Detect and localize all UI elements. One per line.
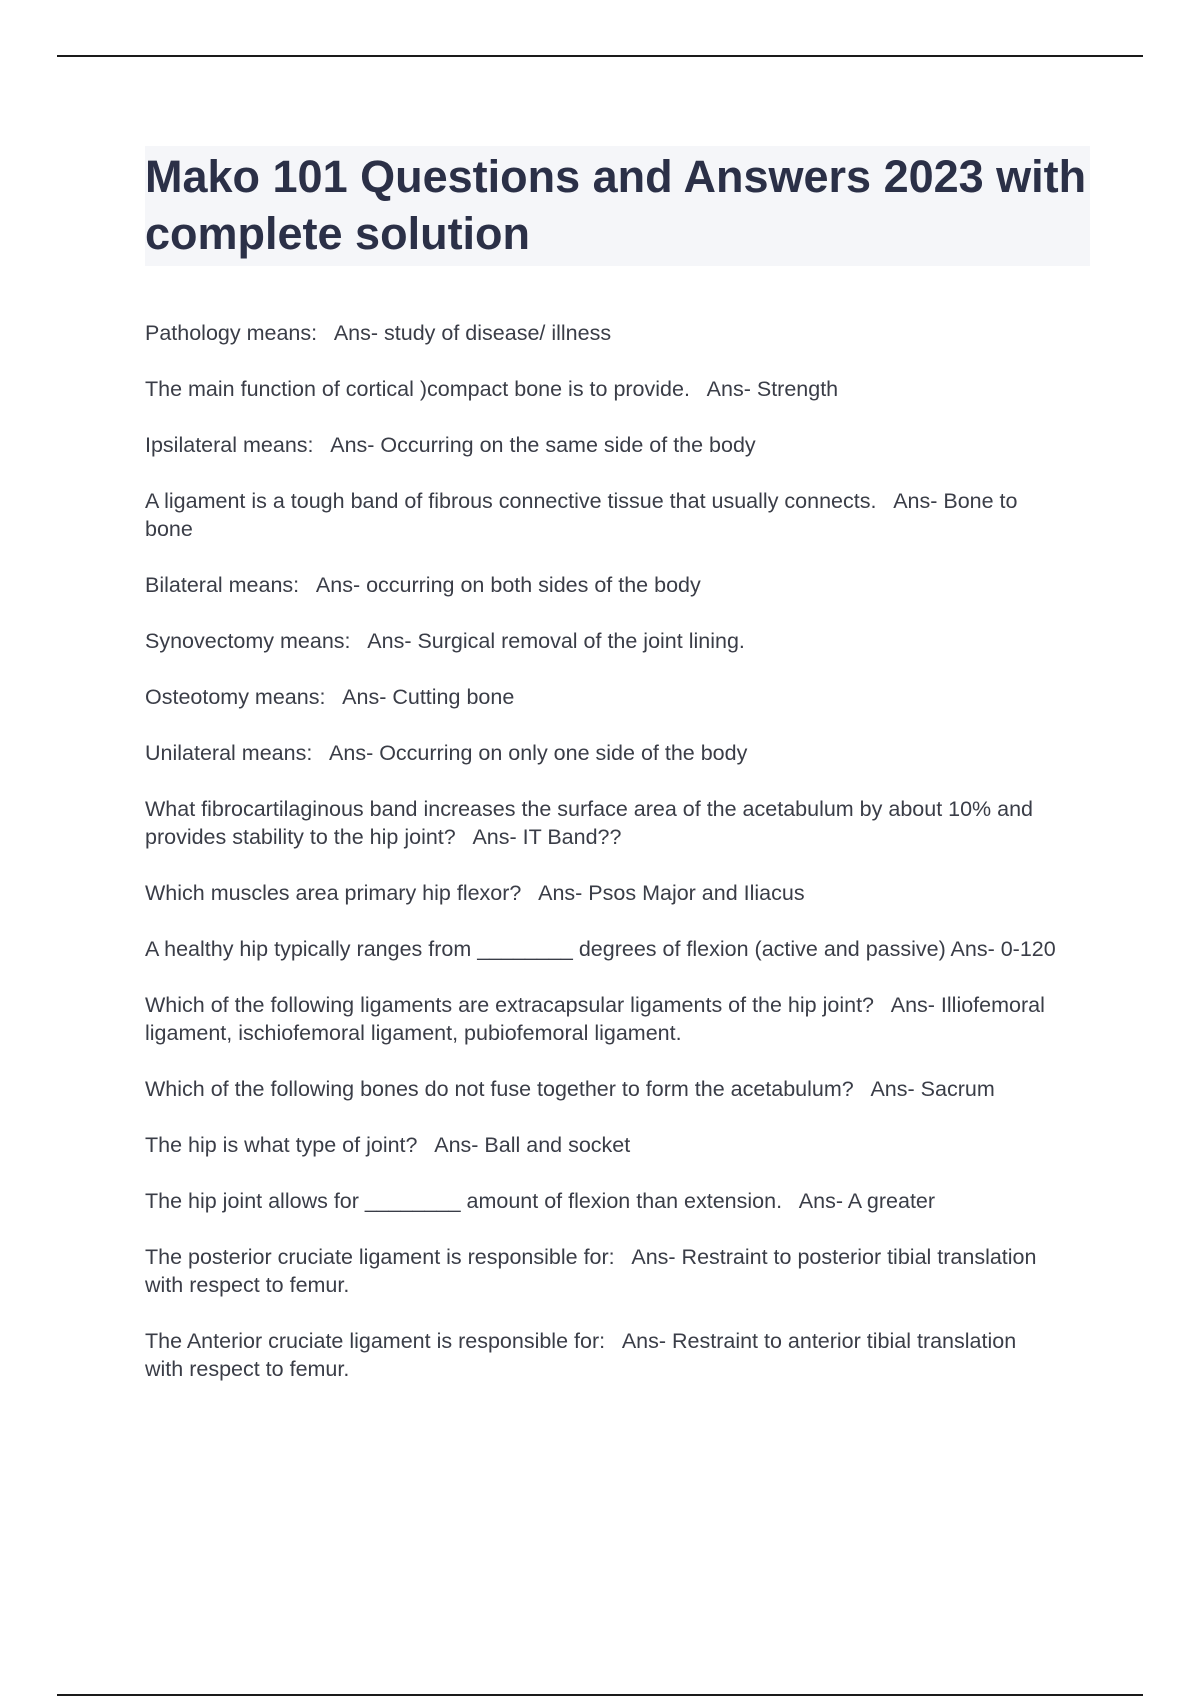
answer-text: Ans- Sacrum xyxy=(870,1077,995,1101)
qa-item xyxy=(145,879,1060,907)
question-text: Which of the following ligaments are extracapsular ligaments of the hip joint? xyxy=(145,993,891,1017)
qa-item xyxy=(145,375,1060,403)
qa-item xyxy=(145,627,1060,655)
question-text: The posterior cruciate ligament is responsible for: xyxy=(145,1245,632,1269)
answer-text: Ans- Bone to bone xyxy=(145,489,1024,541)
question-text: Ipsilateral means: xyxy=(145,433,331,457)
footer-rule xyxy=(57,1694,1143,1696)
answer-text: Ans- IT Band?? xyxy=(472,825,622,849)
document-content xyxy=(145,146,1090,1411)
qa-item xyxy=(145,795,1060,851)
qa-item xyxy=(145,935,1060,963)
answer-text: Ans- occurring on both sides of the body xyxy=(315,573,701,597)
qa-item xyxy=(145,739,1060,767)
answer-text: Ans- Occurring on only one side of the body xyxy=(329,741,748,765)
qa-item xyxy=(145,571,1060,599)
answer-text: Ans- Restraint to anterior tibial translation with respect to femur. xyxy=(145,1329,1023,1381)
question-text: Unilateral means: xyxy=(145,741,330,765)
answer-text: Ans- Restraint to posterior tibial translation with respect to femur. xyxy=(145,1245,1043,1297)
question-text: What fibrocartilaginous band increases the surface area of the acetabulum by about 10% and provides stability to the hip joint? xyxy=(145,797,1040,849)
question-text: Bilateral means: xyxy=(145,573,316,597)
document-title: Mako 101 Questions and Answers 2023 with complete solution xyxy=(145,146,1090,266)
question-text: The hip is what type of joint? xyxy=(145,1133,435,1157)
qa-item xyxy=(145,1187,1060,1215)
qa-item xyxy=(145,1243,1060,1299)
qa-item xyxy=(145,319,1060,347)
answer-text: Ans- Occurring on the same side of the body xyxy=(330,433,756,457)
qa-list xyxy=(145,319,1090,1383)
question-text: Which of the following bones do not fuse together to form the acetabulum? xyxy=(145,1077,871,1101)
answer-text: Ans- Strength xyxy=(706,377,839,401)
question-text: Osteotomy means: xyxy=(145,685,343,709)
answer-text: Ans- study of disease/ illness xyxy=(333,321,612,345)
answer-text: Ans- Ball and socket xyxy=(434,1133,631,1157)
qa-item xyxy=(145,683,1060,711)
question-text: Which muscles area primary hip flexor? xyxy=(145,881,539,905)
question-text: A healthy hip typically ranges from ________ degrees of flexion (active and passive) xyxy=(145,937,951,961)
answer-text: Ans- Surgical removal of the joint lining. xyxy=(367,629,745,653)
qa-item xyxy=(145,1131,1060,1159)
qa-item xyxy=(145,1327,1060,1383)
question-text: Synovectomy means: xyxy=(145,629,368,653)
qa-item xyxy=(145,431,1060,459)
question-text: The main function of cortical )compact bone is to provide. xyxy=(145,377,707,401)
qa-item xyxy=(145,1075,1060,1103)
answer-text: Ans- Cutting bone xyxy=(342,685,515,709)
qa-item xyxy=(145,487,1060,543)
question-text: The hip joint allows for ________ amount of flexion than extension. xyxy=(145,1189,799,1213)
answer-text: Ans- Psos Major and Iliacus xyxy=(538,881,805,905)
answer-text: Ans- A greater xyxy=(798,1189,936,1213)
answer-text: Ans- 0-120 xyxy=(950,937,1056,961)
question-text: Pathology means: xyxy=(145,321,334,345)
header-rule xyxy=(57,55,1143,57)
answer-text: Ans- Illiofemoral ligament, ischiofemoral ligament, pubiofemoral ligament. xyxy=(145,993,1051,1045)
qa-item xyxy=(145,991,1060,1047)
question-text: A ligament is a tough band of fibrous connective tissue that usually connects. xyxy=(145,489,894,513)
question-text: The Anterior cruciate ligament is responsible for: xyxy=(145,1329,622,1353)
